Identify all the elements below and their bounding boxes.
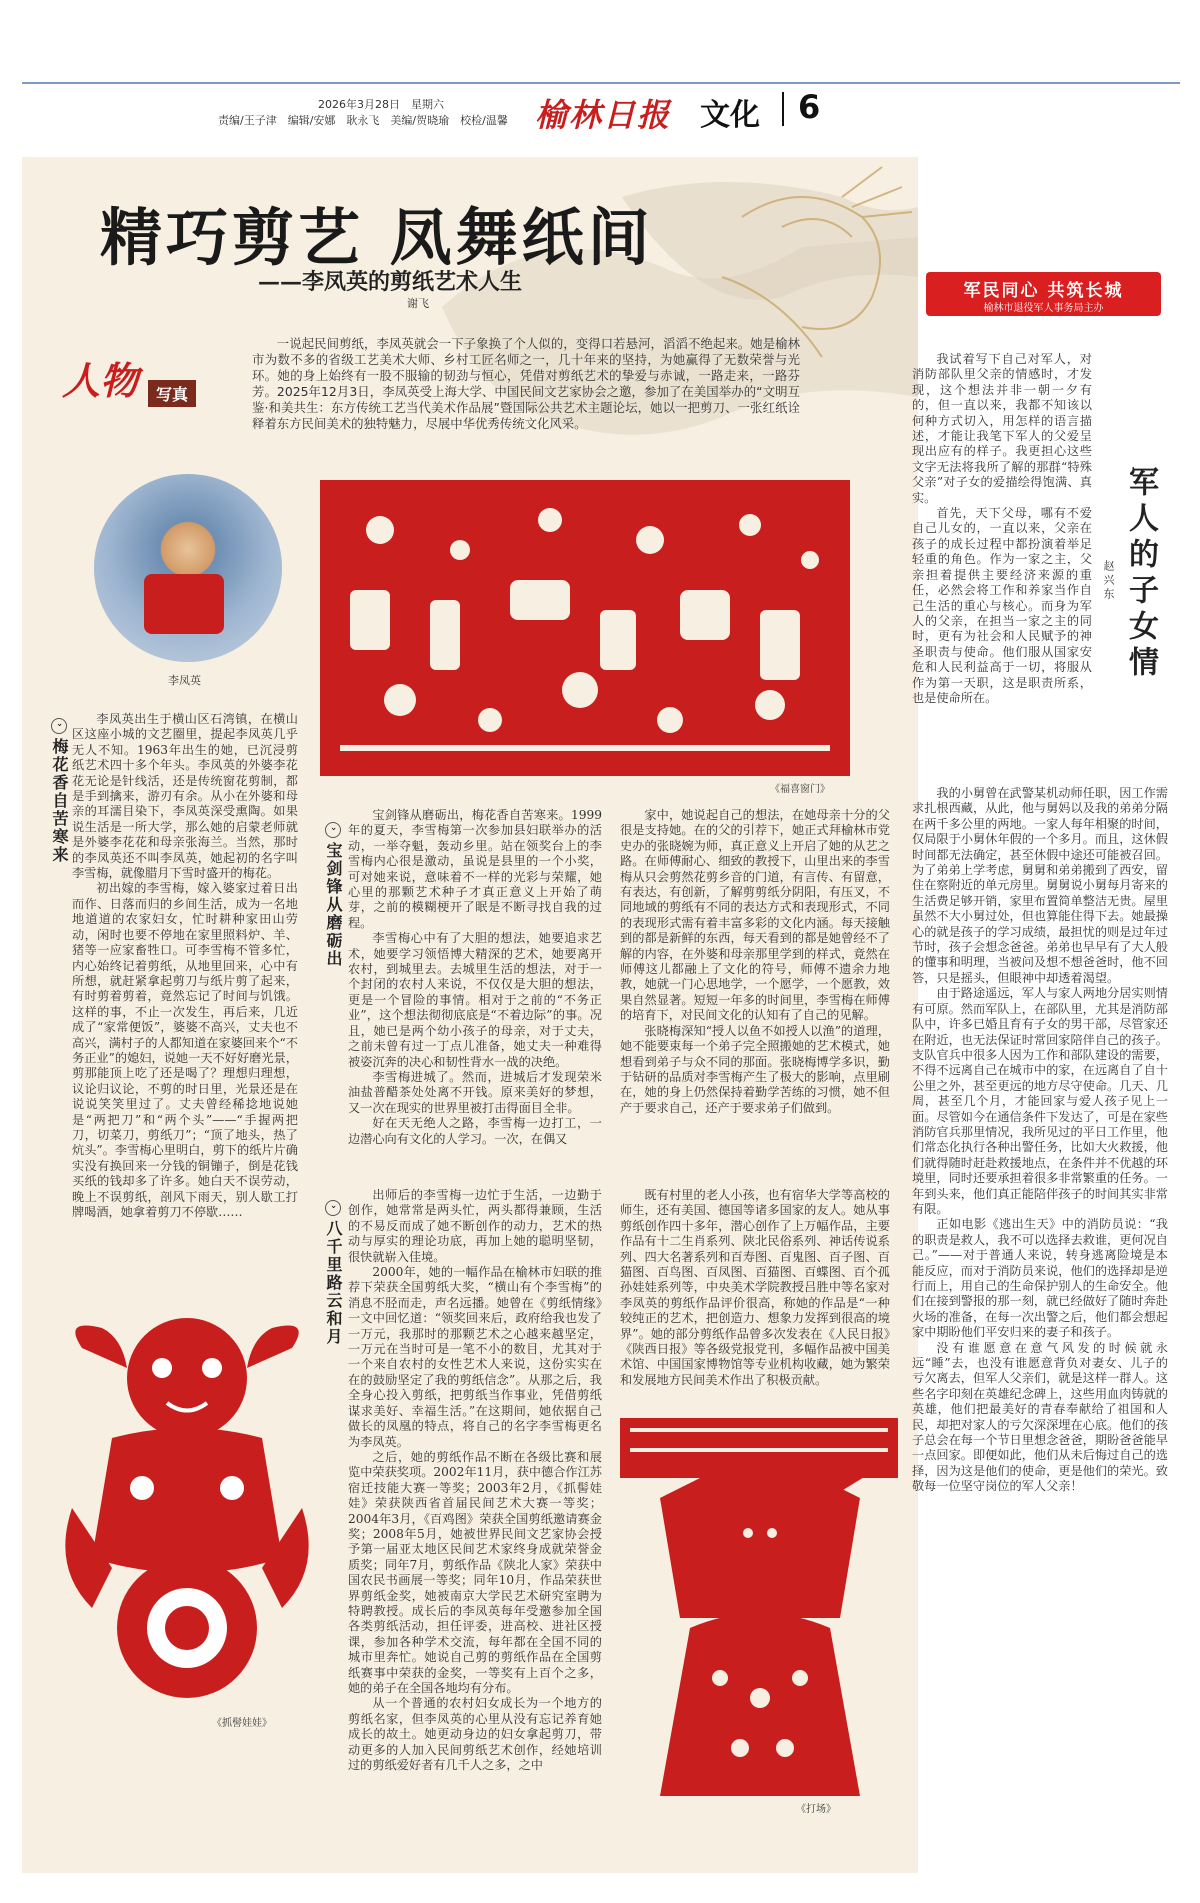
s3-p5: 既有村里的老人小孩，也有宿华大学等高校的师生，还有美国、德国等诸多国家的友人。她从事剪纸创作四十多年，潜心创作了上万幅作品，主要作品有十二生肖系列、陕北民俗系列、神话传说系列、四大名著系列和百寿图、百鬼图、百子图、百猫图、百鸟图、百凤图、百猫图、百蝶图、百个孤孙娃娃系列等，中央美术学院教授吕胜中等名家对李凤英的剪纸作品评价很高，称她的作品是“一种较纯正的艺术，把创造力、想象力发挥到很高的境界”。她的部分剪纸作品曾多次发表在《人民日报》《陕西日报》等各级党报党刊，多幅作品被中国美术馆、中国国家博物馆等专业机构收藏，她为繁荣和发展地方民间美术作出了积极贡献。 (620, 1188, 890, 1387)
badge-small: 写真 (148, 380, 196, 407)
chevron-right-icon: › (51, 718, 67, 734)
essay-p2: 首先，天下父母，哪有不爱自己儿女的，一直以来，父亲在孩子的成长过程中都扮演着举足轻重的角色。作为一家之主，父亲担着提供主要经济来源的重任，必然会将工作和养家当作自己生活的重心与核心。而身为军人的父亲，在担当一家之主的同时，更有为社会和人民赋予的神圣职责与使命。他们服从国家安危和人民利益高于一切，将服从作为第一天职，这是职责所系，也是使命所在。 (912, 506, 1092, 705)
s3-p1: 出师后的李雪梅一边忙于生活，一边勤于创作，她常常是两头忙，两头都得兼顾，生活的不易反而成了她不断创作的动力，艺术的热动与厚实的理论功底，再加上她的聪明坚韧，很快就崭入佳境。 (348, 1188, 602, 1264)
papercut-image-top (320, 480, 850, 776)
section2-col2 (620, 808, 890, 1116)
portrait-caption: 李凤英 (168, 674, 201, 687)
s2-p5: 家中，她说起自己的想法，在她母亲十分的父很是支持她。在的父的引荐下，她正式拜榆林市党史办的张晓婉为师，真正意义上开启了她的从艺之路。在师傅耐心、细致的教授下，山里出来的李雪梅从只会剪然花剪乡音的门道，有言传、有留意，有表达，有创新，了解剪剪纸分阴阳，有压叉，不同地域的剪纸有不同的表达方式和表现形式，不同的表现形式需有着丰富多彩的文化内涵。每天接触到的都是新鲜的东西，每天看到的都是她曾经不了解的内容，在外婆和母亲那里学到的样式，竟然在师傅这儿都融上了文化的符号，师傅不遗余力地教，她就一门心思地学，一个愿学，一个愿教，效果自然显著。短短一年多的时间里，李雪梅在师傅的培育下，对民间文化的认知有了自己的见解。 (620, 808, 890, 1023)
portrait-photo (94, 474, 282, 662)
s2-p2: 李雪梅心中有了大胆的想法，她要追求艺术，她要学习领悟博大精深的艺术，她要离开农村，到城里去。去城里生活的想法，对于一个封闭的农村人来说，不仅仅是大胆的想法，更是一个冒险的事情。相对于之前的“不务正业”，这个想法彻彻底底是“不着边际”的事。况且，她已是两个幼小孩子的母亲，对于丈夫，之前未曾有过一丁点儿准备，她丈夫一种难得被姿沉奔的决心和韧性背水一战的决绝。 (348, 931, 602, 1069)
papercut-in-hand (144, 574, 224, 634)
section-name: 文化 (700, 98, 760, 133)
s1-p1: 李凤英出生于横山区石湾镇，在横山区这座小城的文艺圈里，提起李凤英几乎无人不知。1963年出生的她，已沉浸剪纸艺术四十多个年头。李凤英的外婆李花花无论是针线活，还是传统窗花剪制，都是手到擒来，游刃有余。从小在外婆和母亲的耳濡目染下，李凤英深受熏陶。如果说生活是一所大学，那么她的启蒙老师就是外婆李花花和母亲张海兰。当然，那时的李凤英还不叫李凤英，她起初的名字叫李雪梅，就像腊月下雪时盛开的梅花。 (72, 712, 298, 881)
section3-head: ›八千里路云和月 (322, 1200, 345, 1346)
masthead-divider (782, 92, 784, 126)
essay-p5: 正如电影《逃出生天》中的消防员说：“我的职责是救人，我不可以选择去救谁，更何况自己。”——对于普通人来说，转身逃离险境是本能反应，而对于消防员来说，他们的选择却是逆行而上，用自己的生命保护别人的生命安全。他们在接到警报的那一刻，就已经做好了随时奔赴火场的准备，在每一次出警之后，他们都会想起家中期盼他们平安归来的妻子和孩子。 (912, 1217, 1168, 1340)
essay-p4: 由于路途遥远，军人与家人两地分居实则情有可原。然而军队上，在部队里，尤其是消防部队中，许多已婚且育有子女的男干部，尽管家还在附近，也无法保证时常回家陪伴自己的孩子。支队官兵中很多人因为工作和部队建设的需要，不得不远离自己在城市中的家，在远离自了自十公里之外，甚至更远的地方尽守使命。几天、几周，甚至几个月，才能回家与爱人孩子见上一面。尽管如今在通信条件下发达了，可是在家些消防官兵那里情况，我所见过的平日工作里，他们常态化执行各种出警任务，比如大火救援，他们就得随时赶赴救援地点，在条件并不优越的环境里，同时还要承担着很多非常繁重的任务。一年到头来，他们真正能陪伴孩子的时间其实非常有限。 (912, 986, 1168, 1216)
section1-text (72, 712, 298, 1220)
essay-text-narrow (912, 352, 1092, 706)
section2-head: ›宝剑锋从磨砺出 (322, 822, 345, 968)
papercut-image-right (620, 1418, 898, 1796)
caption-right: 《打场》 (796, 1804, 836, 1815)
papercut-figure (52, 1308, 322, 1706)
banner-subtitle: 榆林市退役军人事务局主办 (983, 303, 1104, 314)
section3-col2 (620, 1188, 890, 1388)
s3-p4: 从一个普通的农村妇女成长为一个地方的剪纸名家，但李凤英的心里从没有忘记养育她成长的故土。她更动身边的妇女拿起剪刀，带动更多的人加入民间剪纸艺术创作，经她培训过的剪纸爱好者有几千人之多，之中 (348, 1696, 602, 1773)
papercut-image-left (52, 1308, 322, 1706)
column-badge (62, 350, 212, 410)
banner-title: 军民同心 共筑长城 (963, 281, 1124, 301)
chevron-right-icon: › (325, 1200, 341, 1216)
masthead (0, 88, 1200, 134)
staff-line: 责编/王子津 编辑/安娜 耿永飞 美编/贺晓瑜 校检/温馨 (218, 114, 508, 127)
date-line: 2026年3月28日 星期六 (318, 98, 444, 111)
chevron-right-icon: › (325, 822, 341, 838)
caption-top: 《福喜窗门》 (770, 784, 830, 795)
caption-left: 《抓髻娃娃》 (212, 1718, 272, 1729)
s2-p6: 张晓梅深知“授人以鱼不如授人以渔”的道理，她不能要束每一个弟子完全照搬她的艺术模式，她想看到弟子与众不同的那面。张晓梅博学多识，勤于钻研的品质对李雪梅产生了极大的影响，点里刷在，她的身上仍然保持着勤学苦练的习惯，她不但产于要求自己，还产于要求弟子们做到。 (620, 1023, 890, 1115)
essay-text-wide (912, 786, 1168, 1495)
right-banner (926, 272, 1161, 316)
papercut-pattern (320, 480, 850, 776)
essay-author: 赵兴东 (1102, 560, 1115, 602)
headline: 精巧剪艺 凤舞纸间 (100, 201, 654, 274)
intro-paragraph: 一说起民间剪纸，李凤英就会一下子象换了个人似的，变得口若悬河，滔滔不绝起来。她是榆林市为数不多的省级工艺美术大师、乡村工匠名师之一，几十年来的坚持，为她赢得了无数荣誉与光环。她的身上始终有一股不服输的韧劲与恒心，凭借对剪纸艺术的挚爱与赤诚，一路走来，一路芬芳。2025年12月3日，李凤英受上海大学、中国民间文艺家协会之邀，参加了在美国举办的“文明互鉴·和美共生：东方传统工艺当代美术作品展”暨国际公共艺术主题论坛，她以一把剪刀、一张红纸诠释着东方民间美术的独特魅力，尽展中华优秀传统文化风采。 (252, 336, 800, 431)
essay-p3: 我的小舅曾在武警某机动师任职，因工作需求扎根西藏，从此，他与舅妈以及我的弟弟分隔在两千多公里的两地。一家人每年相聚的时间，仅局限于小舅休年假的一个多月。而且，这休假时间都无法确定，甚至休假中途还可能被召回。为了弟弟上学考虑，舅舅和弟弟搬到了西安，留住在察附近的单元房里。舅舅说小舅每月寄来的生活费足够开销，家里布置简单整洁无贵。屋里虽然不大小舅过处，但也算能住得下去。她最操心的就是孩子的学习成绩，最担忧的则是过年过节时，孩子会想念爸爸。弟弟也早早有了大人般的懂事和明理，当被问及想不想爸爸时，他不回答，只是摇头，但眼神中却透着渴望。 (912, 786, 1168, 985)
paper-name: 榆林日报 (535, 96, 672, 134)
top-rule (22, 82, 1180, 84)
s2-p3: 李雪梅进城了。然而，进城后才发现荣米油盐普醋茶处处离不开钱。原来美好的梦想，又一次在现实的世界里被打击得面目全非。 (348, 1069, 602, 1115)
essay-p6: 没有谁愿意在意气风发的时候就永远“睡”去，也没有谁愿意背负对妻女、儿子的亏欠离去，但军人父亲们，就是这样一群人。这些名字印刻在英雄纪念碑上，这些用血肉铸就的英雄，他们把最美好的青春奉献给了祖国和人民，却把对家人的亏欠深深埋在心底。他们的孩子总会在每一个节日里想念爸爸，期盼爸爸能早一点回家。即便如此，他们从未后悔过自己的选择，因为这是他们的使命，更是他们的荣光。致敬每一位坚守岗位的军人父亲！ (912, 1340, 1168, 1494)
essay-p1: 我试着写下自己对军人，对消防部队里父亲的情感时，才发现，这个想法并非一朝一夕有的，但一直以来，我都不知该以何种方式切入，用怎样的语言描述，才能让我笔下军人的父爱呈现出应有的样子。我更担心这些文字无法将我所了解的那群“特殊父亲”对子女的爱描绘得饱满、真实。 (912, 352, 1092, 505)
section1-head: ›梅花香自苦寒来 (48, 718, 71, 864)
s3-p2: 2000年，她的一幅作品在榆林市妇联的推荐下荣获全国剪纸大奖，“横山有个李雪梅”的消息不胫而走，声名远播。她曾在《剪纸情缘》一文中回忆道：“领奖回来后，政府给我也发了一万元，我那时的那颗艺术之心越来越坚定，一万元在当时可是一笔不小的数目，尤其对于一个来自农村的女性艺术人来说，这份实实在在的鼓励坚定了我的剪纸信念”。从那之后，我全身心投入剪纸，把剪纸当作事业，凭借剪纸谋求美好、幸福生活。”在这期间，她依据自己做长的凤凰的特点，将自己的名字李雪梅更名为李凤英。 (348, 1265, 602, 1449)
s2-p4: 好在天无绝人之路，李雪梅一边打工，一边潜心向有文化的人学习。一次，在偶又 (348, 1116, 602, 1146)
section2-col1 (348, 808, 602, 1147)
subhead: ——李凤英的剪纸艺术人生 (258, 269, 523, 295)
section3-col1 (348, 1188, 602, 1773)
s3-p3: 之后，她的剪纸作品不断在各级比赛和展览中荣获奖项。2002年11月，获中德合作江苏宿迁技能大赛一等奖；2003年2月，《抓髻娃娃》荣获陕西省首届民间艺术大赛一等奖；2004年3月，《百鸡图》荣获全国剪纸邀请赛金奖；2008年5月，她被世界民间文艺家协会授予第一届亚太地区民间艺术家终身成就荣誉金质奖；同年7月，剪纸作品《陕北人家》荣获中国农民书画展一等奖；同年10月，作品荣获世界剪纸金奖，她被南京大学民艺术研究室聘为特聘教授。成长后的李凤英每年受邀参加全国各类剪纸活动，担任评委，进高校、进社区授课，参加各种学术交流，每年都在全国不同的城市里奔忙。她说自己剪的剪纸作品在全国剪纸赛事中荣获的金奖，一等奖有上百个之多，她的弟子在全国各地均有分布。 (348, 1449, 602, 1695)
s2-p1: 宝剑锋从磨砺出，梅花香自苦寒来。1999年的夏天，李雪梅第一次参加县妇联举办的活动，一举夺魁，轰动乡里。站在领奖台上的李雪梅内心很是激动，虽说是县里的一个小奖，可对她来说，意味着不一样的光彩与荣耀，她心里的那颗艺术种子才真正意义上开始了萌芽，之前的模糊梗开了眠是不断寻找自我的过程。 (348, 808, 602, 930)
essay-title: 军人的子女情 (1123, 466, 1158, 682)
page-number: 6 (798, 88, 821, 126)
papercut-scene (620, 1418, 898, 1796)
author: 谢飞 (407, 297, 429, 310)
s1-p2: 初出嫁的李雪梅，嫁入婆家过着日出而作、日落而归的乡间生活，成为一名地地道道的农家妇女，忙时耕种家田山劳动，闲时也要不停地在家里照料炉、羊、猪等一应家畜牲口。可李雪梅不管多忙，内心始终记着剪纸，从地里回来，心中有所想，就赶紧拿起剪刀与纸片剪了起来，有时剪着剪着，竟然忘记了时间与饥饿。这样的事，不止一次发生，再后来，几近成了“家常便饭”，婆婆不高兴，丈夫也不高兴，满村子的人都知道在家婆回来个“不务正业”的媳妇，说她一天不好好磨光景，剪那能顶上吃了还是喝了？理想归理想，议论归议论，不剪的时日里，光景还是在说说笑笑里过了。丈夫曾经稀捻地说她是“两把刀”和“两个头”——“手握两把刀，切菜刀，剪纸刀”；“顶了地头，热了炕头”。李雪梅心里明白，剪下的纸片片确实没有换回来一分钱的铜镚子，倒是花钱买纸的钱却多了许多。她白天不误劳动，晚上不误剪纸，剖风下雨天，别人歇工打牌喝酒，她拿着剪刀不停歇…… (72, 881, 298, 1219)
badge-big: 人物 (62, 358, 139, 403)
